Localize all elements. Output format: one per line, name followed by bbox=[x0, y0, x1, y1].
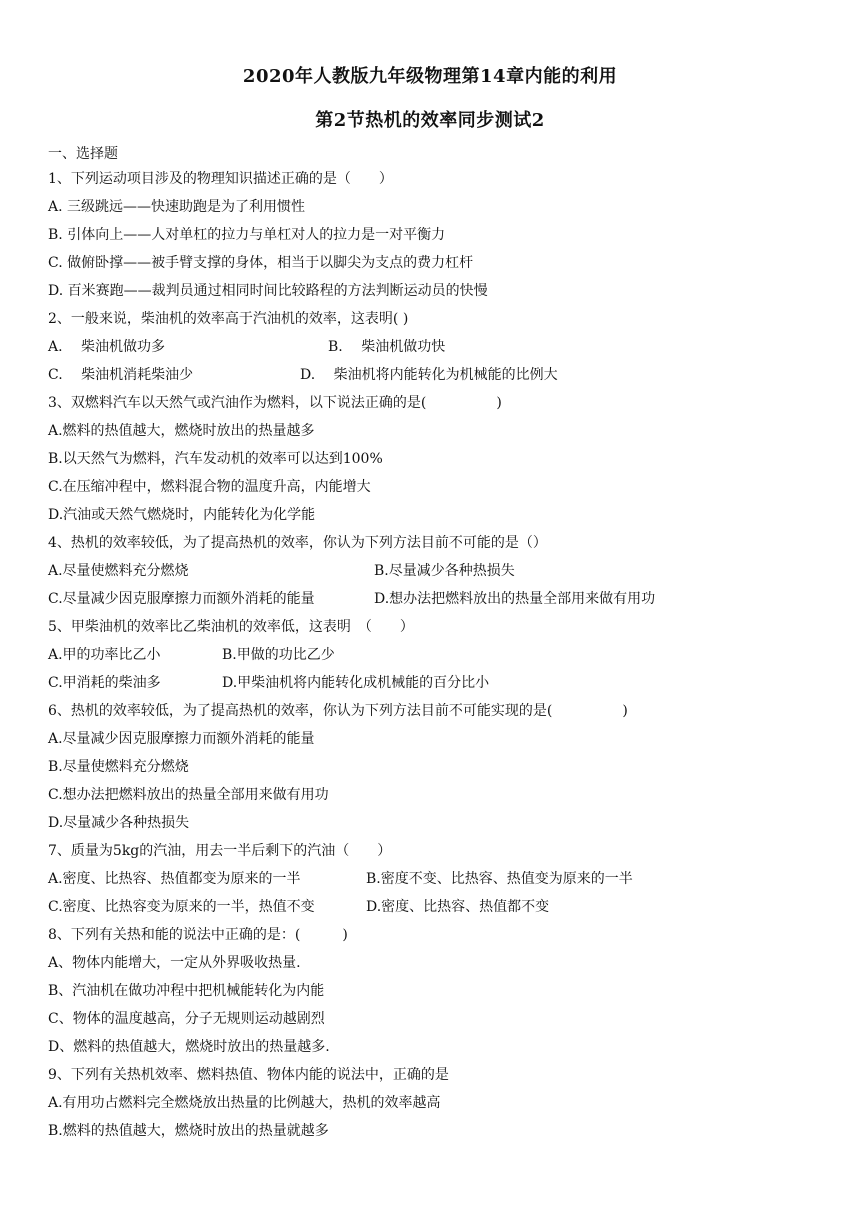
question-6-option-b: B.尽量使燃料充分燃烧 bbox=[48, 759, 189, 775]
question-8-option-a: A、物体内能增大，一定从外界吸收热量. bbox=[48, 955, 301, 971]
question-2-option-c: C. 柴油机消耗柴油少 bbox=[48, 367, 194, 383]
question-4-stem: 4、热机的效率较低，为了提高热机的效率，你认为下列方法目前不可能的是（） bbox=[48, 535, 547, 551]
question-6-stem: 6、热机的效率较低，为了提高热机的效率，你认为下列方法目前不可能实现的是( ) bbox=[48, 703, 628, 719]
question-4-option-d: D.想办法把燃料放出的热量全部用来做有用功 bbox=[374, 591, 656, 607]
question-2-options-row-2 bbox=[48, 365, 828, 393]
question-4-options-row-1 bbox=[48, 561, 828, 589]
question-1-option-a: A. 三级跳远——快速助跑是为了利用惯性 bbox=[48, 199, 306, 215]
question-2-option-d: D. 柴油机将内能转化为机械能的比例大 bbox=[300, 367, 558, 383]
question-5-option-c: C.甲消耗的柴油多 bbox=[48, 675, 161, 691]
section-heading: 一、选择题 bbox=[48, 146, 118, 162]
question-8-option-c: C、物体的温度越高，分子无规则运动越剧烈 bbox=[48, 1011, 325, 1027]
question-2-option-b: B. 柴油机做功快 bbox=[328, 339, 446, 355]
question-5-options-row-1 bbox=[48, 645, 828, 673]
question-1-option-b: B. 引体向上——人对单杠的拉力与单杠对人的拉力是一对平衡力 bbox=[48, 227, 446, 243]
question-2-stem: 2、一般来说，柴油机的效率高于汽油机的效率，这表明( ) bbox=[48, 311, 409, 327]
question-3-option-a: A.燃料的热值越大，燃烧时放出的热量越多 bbox=[48, 423, 315, 439]
question-9-option-b: B.燃料的热值越大，燃烧时放出的热量就越多 bbox=[48, 1123, 329, 1139]
question-7-options-row-1 bbox=[48, 869, 828, 897]
question-7-option-d: D.密度、比热容、热值都不变 bbox=[366, 899, 550, 915]
question-2-options-row-1 bbox=[48, 337, 828, 365]
question-8-option-b: B、汽油机在做功冲程中把机械能转化为内能 bbox=[48, 983, 325, 999]
question-7-option-b: B.密度不变、比热容、热值变为原来的一半 bbox=[366, 871, 633, 887]
question-1-stem: 1、下列运动项目涉及的物理知识描述正确的是（ ） bbox=[48, 171, 393, 187]
question-9-stem: 9、下列有关热机效率、燃料热值、物体内能的说法中，正确的是 bbox=[48, 1067, 449, 1083]
question-8-option-d: D、燃料的热值越大，燃烧时放出的热量越多. bbox=[48, 1039, 330, 1055]
question-4-option-c: C.尽量减少因克服摩擦力而额外消耗的能量 bbox=[48, 591, 315, 607]
question-6-option-c: C.想办法把燃料放出的热量全部用来做有用功 bbox=[48, 787, 329, 803]
question-3-option-d: D.汽油或天然气燃烧时，内能转化为化学能 bbox=[48, 507, 316, 523]
question-7-option-a: A.密度、比热容、热值都变为原来的一半 bbox=[48, 871, 301, 887]
question-7-option-c: C.密度、比热容变为原来的一半，热值不变 bbox=[48, 899, 315, 915]
question-9-option-a: A.有用功占燃料完全燃烧放出热量的比例越大，热机的效率越高 bbox=[48, 1095, 441, 1111]
question-1-option-c: C. 做俯卧撑——被手臂支撑的身体，相当于以脚尖为支点的费力杠杆 bbox=[48, 255, 474, 271]
question-5-option-d: D.甲柴油机将内能转化成机械能的百分比小 bbox=[222, 675, 490, 691]
question-8-stem: 8、下列有关热和能的说法中正确的是：( ) bbox=[48, 927, 348, 943]
document-title: 2020年人教版九年级物理第14章内能的利用 bbox=[242, 66, 618, 87]
question-4-options-row-2 bbox=[48, 589, 828, 617]
question-5-options-row-2 bbox=[48, 673, 828, 701]
question-3-stem: 3、双燃料汽车以天然气或汽油作为燃料，以下说法正确的是( ) bbox=[48, 395, 502, 411]
question-6-option-d: D.尽量减少各种热损失 bbox=[48, 815, 190, 831]
question-5-stem: 5、甲柴油机的效率比乙柴油机的效率低，这表明 （ ） bbox=[48, 619, 414, 635]
question-3-option-c: C.在压缩冲程中，燃料混合物的温度升高，内能增大 bbox=[48, 479, 371, 495]
question-5-option-a: A.甲的功率比乙小 bbox=[48, 647, 161, 663]
document-subtitle: 第2节热机的效率同步测试2 bbox=[315, 110, 545, 131]
question-6-option-a: A.尽量减少因克服摩擦力而额外消耗的能量 bbox=[48, 731, 315, 747]
question-list bbox=[48, 144, 828, 1149]
question-1-option-d: D. 百米赛跑——裁判员通过相同时间比较路程的方法判断运动员的快慢 bbox=[48, 283, 488, 299]
question-4-option-b: B.尽量减少各种热损失 bbox=[374, 563, 515, 579]
question-4-option-a: A.尽量使燃料充分燃烧 bbox=[48, 563, 189, 579]
question-7-options-row-2 bbox=[48, 897, 828, 925]
question-7-stem: 7、质量为5kg的汽油，用去一半后剩下的汽油（ ） bbox=[48, 843, 392, 859]
question-3-option-b: B.以天然气为燃料，汽车发动机的效率可以达到100% bbox=[48, 451, 383, 467]
question-5-option-b: B.甲做的功比乙少 bbox=[222, 647, 335, 663]
question-2-option-a: A. 柴油机做功多 bbox=[48, 339, 166, 355]
